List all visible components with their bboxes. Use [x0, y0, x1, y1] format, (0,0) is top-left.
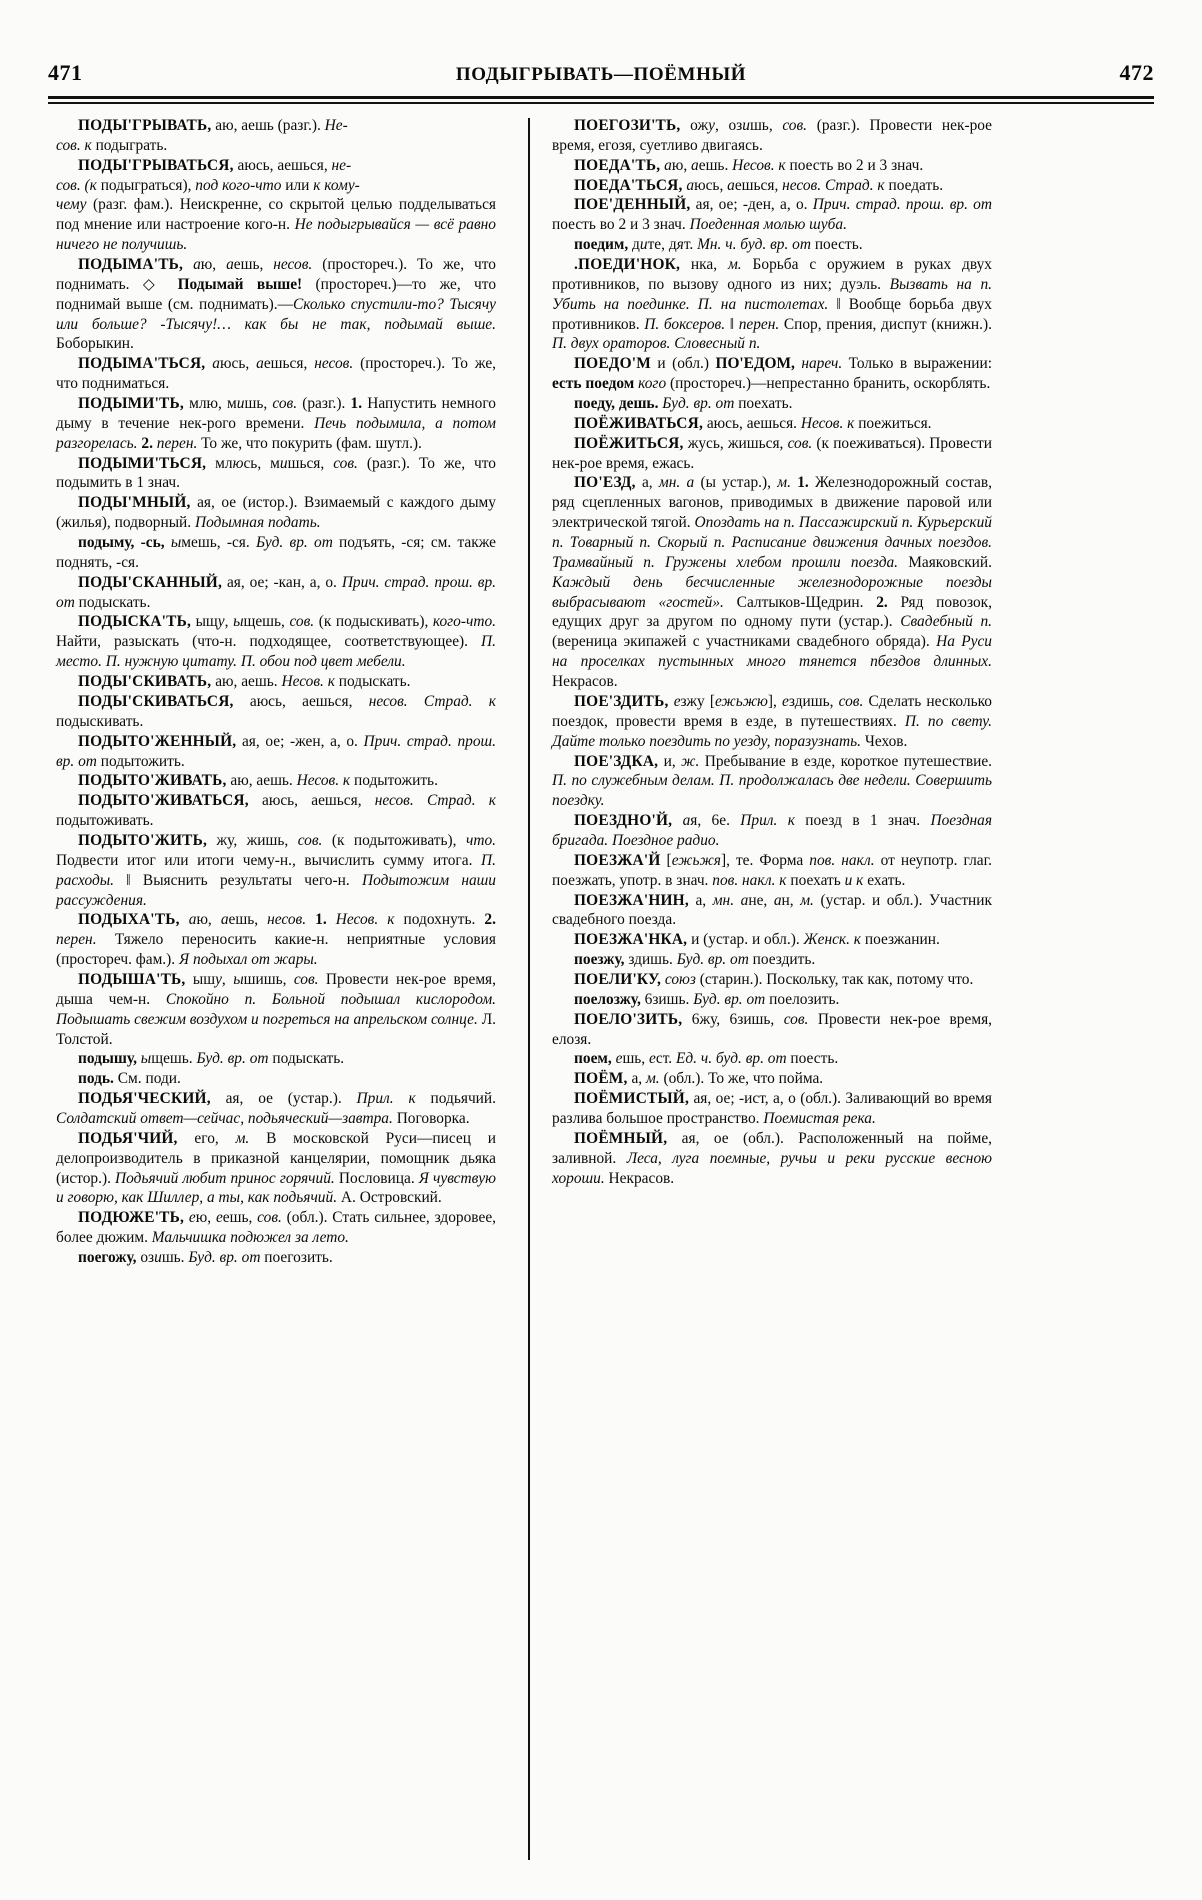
entry-headword: ПОЕ'ЗДИТЬ,	[574, 692, 669, 710]
entry-definition: ыщу, ыщешь, сов. (к подыскивать), кого-что. Найти, разыскать (что-н. подходящее, соответствующее). П. место. П. нужную цитату. П. обои под цвет мебели.	[56, 613, 496, 671]
entry-headword: ПОЕЗЖА'Й	[574, 851, 661, 869]
entry-headword: ПОДЫ'ГРЫВАТЬСЯ,	[78, 156, 234, 174]
dictionary-entry	[56, 255, 496, 354]
dictionary-entry	[56, 454, 496, 494]
entry-definition: и (обл.) ПО'ЕДОМ, нареч. Только в выражении: есть поедом кого (простореч.)—непрестанно бранить, оскорблять.	[552, 355, 992, 393]
entry-definition: ыщешь. Буд. вр. от подыскать.	[140, 1050, 345, 1068]
entry-headword: ПОДЫ'МНЫЙ,	[78, 494, 191, 512]
dictionary-entry	[552, 473, 992, 691]
entry-definition: 6зишь. Буд. вр. от поелозить.	[640, 990, 840, 1008]
entry-headword: подыму, -сь,	[78, 534, 165, 552]
entry-definition: ая, ое (истор.). Взимаемый с каждого дыму (жилья), подворный. Подымная подать.	[56, 494, 496, 532]
entry-headword: ПОЕЗЖА'НКА,	[574, 931, 688, 949]
dictionary-entry	[56, 533, 496, 573]
entry-definition: млю, мишь, сов. (разг.). 1. Напустить немного дыму в течение нек-рого времени. Печь подымила, а потом разгорелась. 2. перен. То же, что покурить (фам. шутл.).	[56, 395, 496, 452]
entry-definition: жусь, жишься, сов. (к поеживаться). Провести нек-рое время, ежась.	[552, 434, 992, 472]
entry-definition: Буд. вр. от поехать.	[662, 395, 793, 413]
entry-definition: ымешь, -ся. Буд. вр. от подъять, -ся; см. также поднять, -ся.	[56, 534, 496, 571]
entry-headword: ПОДЫ'ГРЫВАТЬ,	[78, 117, 212, 134]
entry-definition: здишь. Буд. вр. от поездить.	[624, 951, 816, 969]
entry-definition: аю, аешь (разг.). Не- сов. к подыграть.	[56, 117, 348, 154]
entry-definition: аю, аешь, несов. (простореч.). То же, что поднимать. ◇ Подымай выше! (простореч.)—то же, что поднимай выше (см. поднимать).—Сколько спустили-то? Тысячу или больше? -Тысячу!… как бы не так, подымай выше. Боборыкин.	[56, 256, 497, 353]
entry-headword: ПОДЬЯ'ЧЕСКИЙ,	[78, 1090, 211, 1108]
entry-definition: его, м. В московской Руси—писец и делопроизводитель в приказной канцелярии, помощник дьяка (истор.). Подьячий любит принос горячий. Пословица. Я чувствую и говорю, как Шиллер, а ты, как подьячий. А. Островский.	[56, 1129, 497, 1207]
entry-headword: поем,	[574, 1050, 612, 1068]
entry-headword: ПОДЫТО'ЖИТЬ,	[78, 831, 208, 849]
entry-definition: аюсь, аешься. Несов. к поежиться.	[703, 414, 932, 432]
entry-definition: ая, ое; -ист, а, о (обл.). Заливающий во время разлива большое пространство. Поемистая река.	[552, 1090, 992, 1127]
entry-definition: 6жу, 6зишь, сов. Провести нек-рое время, елозя.	[552, 1010, 992, 1048]
entry-headword: ПОДЫМА'ТЬ,	[78, 256, 184, 274]
dictionary-entry	[56, 354, 496, 394]
entry-definition: а, мн. ане, ан, м. (устар. и обл.). Участник свадебного поезда.	[552, 891, 993, 929]
entry-headword: поедим,	[574, 236, 629, 254]
entry-headword: ПОЕДА'ТЬСЯ,	[574, 176, 683, 194]
entry-headword: ПОДЫМИ'ТЬСЯ,	[78, 454, 207, 472]
entry-headword: ПОДЫМИ'ТЬ,	[78, 395, 184, 413]
dictionary-entry	[552, 195, 992, 235]
running-head-title: ПОДЫГРЫВАТЬ—ПОЁМНЫЙ	[455, 64, 747, 85]
entry-definition: [ежьжя], те. Форма пов. накл. от неупотр. глаг. поезжать, употр. в знач. пов. накл. к поехать и к ехать.	[552, 851, 993, 889]
entry-definition: ая, ое; -кан, а, о. Прич. страд. прош. вр. от подыскать.	[56, 573, 497, 611]
dictionary-entry	[552, 930, 992, 950]
dictionary-entry	[56, 156, 496, 255]
dictionary-entry	[552, 354, 992, 394]
dictionary-entry	[552, 414, 992, 434]
dictionary-entry	[552, 116, 992, 156]
column-divider	[528, 118, 530, 1860]
folio-right: 472	[1119, 60, 1154, 85]
dictionary-entry	[56, 1208, 496, 1248]
entry-headword: ПО'ЕЗД,	[574, 474, 636, 492]
entry-definition: езжу [ежьжю], ездишь, сов. Сделать несколько поездок, провести время в езде, в путешествиях. П. по свету. Дайте только поездить по уезду, поразузнать. Чехов.	[552, 692, 992, 750]
entry-headword: ПОДЫТО'ЖИВАТЬСЯ,	[78, 792, 249, 810]
column-area	[56, 116, 1146, 1860]
entry-definition: дите, дят. Мн. ч. буд. вр. от поесть.	[628, 236, 863, 254]
entry-headword: ПОЁЖИВАТЬСЯ,	[574, 414, 703, 432]
entry-definition: ая, ое (обл.). Расположенный на пойме, заливной. Леса, луга поемные, ручьи и реки русские весною хороши. Некрасов.	[552, 1129, 992, 1187]
entry-definition: а, мн. а (ы устар.), м. 1. Железнодорожный состав, ряд сцепленных вагонов, приводимых в движение паровой или электрической тягой. Опоздать на п. Пассажирский п. Курьерский п. Товарный п. Скорый п. Расписание движения дачных поездов. Трамвайный п. Гружены хлебом прошли поезда. Маяковский. Каждый день бесчисленные железнодорожные поезды выбрасывают «гостей». Салтыков-Щедрин. 2. Ряд повозок, едущих друг за другом по одному пути (устар.). Свадебный п. (вереница экипажей с участниками свадебного обряда). На Руси на проселках пустынных много тянется пбездов длинных. Некрасов.	[552, 474, 993, 691]
entry-headword: ПОДЫСКА'ТЬ,	[78, 613, 192, 631]
entry-definition: озишь. Буд. вр. от поегозить.	[136, 1248, 333, 1266]
dictionary-entry	[552, 692, 992, 752]
entry-headword: ПОДЬЯ'ЧИЙ,	[78, 1129, 178, 1147]
entry-headword: ПОЁМ,	[574, 1070, 628, 1088]
dictionary-entry	[56, 1069, 496, 1089]
dictionary-entry	[552, 235, 992, 255]
entry-headword: ПОДЫ'СКИВАТЬ,	[78, 673, 212, 691]
entry-headword: поезжу,	[574, 951, 625, 969]
entry-definition: ожу, озишь, сов. (разг.). Провести нек-рое время, егозя, суетливо двигаясь.	[552, 117, 992, 154]
entry-headword: ПОЕЗЖА'НИН,	[574, 891, 689, 909]
dictionary-entry	[552, 176, 992, 196]
dictionary-entry	[56, 791, 496, 831]
column-left	[56, 116, 506, 1860]
entry-definition: аюсь, аешься, несов. (простореч.). То же, что подниматься.	[56, 355, 496, 393]
entry-headword: поелозжу,	[574, 990, 641, 1008]
dictionary-entry	[552, 434, 992, 474]
dictionary-entry	[552, 950, 992, 970]
entry-definition: союз (старин.). Поскольку, так как, потому что.	[664, 970, 974, 988]
entry-headword: ПОЕ'ДЕННЫЙ,	[574, 196, 691, 214]
dictionary-entry	[56, 573, 496, 613]
dictionary-entry	[552, 1089, 992, 1129]
dictionary-entry	[552, 1129, 992, 1189]
entry-headword: ПОДЫХА'ТЬ,	[78, 911, 180, 929]
entry-definition: ешь, ест. Ед. ч. буд. вр. от поесть.	[615, 1050, 839, 1068]
entry-headword: ПОЕДА'ТЬ,	[574, 156, 661, 174]
dictionary-entry	[552, 811, 992, 851]
entry-definition: ая, 6е. Прил. к поезд в 1 знач. Поездная бригада. Поездное радио.	[552, 812, 992, 849]
entry-definition: аю, аешь. Несов. к подыскать.	[211, 673, 411, 691]
dictionary-entry	[56, 771, 496, 791]
entry-definition: а, м. (обл.). То же, что пойма.	[627, 1070, 824, 1088]
dictionary-entry	[552, 1069, 992, 1089]
dictionary-entry	[552, 970, 992, 990]
entry-headword: ПОДЫША'ТЬ,	[78, 970, 186, 988]
dictionary-entry	[56, 1129, 496, 1208]
entry-headword: ПОЕГОЗИ'ТЬ,	[574, 117, 681, 134]
entry-headword: ПОЁМНЫЙ,	[574, 1129, 668, 1147]
entry-definition: и, ж. Пребывание в езде, короткое путешествие. П. по служебным делам. П. продолжалась две недели. Совершить поездку.	[552, 752, 993, 810]
dictionary-entry	[56, 732, 496, 772]
dictionary-entry	[56, 910, 496, 970]
dictionary-entry	[552, 394, 992, 414]
entry-definition: ею, еешь, сов. (обл.). Стать сильнее, здоровее, более дюжим. Мальчишка подюжел за лето.	[56, 1209, 496, 1247]
dictionary-entry	[552, 1049, 992, 1069]
entry-headword: ПОЕЛИ'КУ,	[574, 970, 662, 988]
entry-headword: ПОДЫ'СКАННЫЙ,	[78, 573, 223, 591]
entry-headword: ПОДЫМА'ТЬСЯ,	[78, 355, 206, 373]
entry-headword: поеду, дешь.	[574, 395, 659, 413]
dictionary-entry	[56, 1089, 496, 1129]
dictionary-entry	[56, 672, 496, 692]
dictionary-entry	[56, 831, 496, 910]
entry-definition: ая, ое (устар.). Прил. к подьячий. Солдатский ответ—сейчас, подьяческий—завтра. Поговорка.	[56, 1090, 496, 1127]
entry-headword: ПОЁМИСТЫЙ,	[574, 1090, 690, 1108]
entry-headword: ПОЕ'ЗДКА,	[574, 752, 659, 770]
entry-headword: ПОЕДО'М	[574, 355, 651, 373]
entry-definition: аю, аешь, несов. 1. Несов. к подохнуть. 2. перен. Тяжело переносить какие-н. неприятные условия (простореч. фам.). Я подыхал от жары.	[56, 911, 496, 969]
dictionary-entry	[552, 156, 992, 176]
header-rule-thin	[48, 102, 1154, 104]
entry-headword: ПОДЫТО'ЖИВАТЬ,	[78, 772, 227, 790]
entry-headword: поегожу,	[78, 1248, 137, 1266]
dictionary-entry	[56, 692, 496, 732]
entry-headword: ПОЕЛО'ЗИТЬ,	[574, 1010, 683, 1028]
dictionary-entry	[56, 1049, 496, 1069]
entry-definition: аю, аешь. Несов. к подытожить.	[226, 772, 438, 790]
dictionary-entry	[56, 116, 496, 156]
running-head-bar	[48, 60, 1154, 90]
entry-headword: ПОЁЖИТЬСЯ,	[574, 434, 684, 452]
column-right	[552, 116, 992, 1860]
entry-headword: ПОЕЗДНО'Й,	[574, 812, 673, 830]
entry-definition: ая, ое; -ден, а, о. Прич. страд. прош. вр. от поесть во 2 и 3 знач. Поеденная молью шуба.	[552, 196, 992, 234]
entry-definition: жу, жишь, сов. (к подытоживать), что. Подвести итог или итоги чему-н., вычислить сумму итога. П. расходы. ‖ Выяснить результаты чего-н. Подытожим наши рассуждения.	[56, 831, 496, 909]
folio-left: 471	[48, 60, 83, 85]
entry-headword: ПОДЮЖЕ'ТЬ,	[78, 1209, 185, 1227]
header-rule	[48, 96, 1154, 104]
dictionary-entry	[56, 612, 496, 672]
dictionary-entry	[56, 493, 496, 533]
entry-definition: и (устар. и обл.). Женск. к поезжанин.	[687, 931, 940, 949]
entry-headword: подышу,	[78, 1050, 137, 1068]
entry-headword: подь.	[78, 1070, 114, 1088]
dictionary-entry	[56, 1248, 496, 1268]
entry-definition: См. поди.	[113, 1070, 181, 1088]
dictionary-entry	[552, 1010, 992, 1050]
entry-definition: аюсь, аешься, не- сов. (к подыграться), под кого-что или к кому- чему (разг. фам.). Неискренне, со скрытой целью подделываться под мнение или настроение кого-н. Не подыгрывайся — всё равно ничего не получишь.	[56, 156, 496, 254]
entry-definition: ышу, ышишь, сов. Провести нек-рое время, дыша чем-н. Спокойно п. Больной подышал кислородом. Подышать свежим воздухом и погреться на апрельском солнце. Л. Толстой.	[56, 970, 497, 1048]
entry-headword: .ПОЕДИ'НОК,	[574, 256, 681, 274]
dictionary-entry	[56, 394, 496, 454]
entry-definition: млюсь, мишься, сов. (разг.). То же, что подымить в 1 знач.	[56, 454, 496, 492]
entry-definition: аюсь, аешься, несов. Страд. к подыскивать.	[56, 692, 496, 730]
dictionary-entry	[552, 990, 992, 1010]
entry-definition: аюсь, аешься, несов. Страд. к подытоживать.	[56, 792, 496, 830]
dictionary-entry	[552, 255, 992, 354]
dictionary-entry	[552, 752, 992, 812]
entry-definition: нка, м. Борьба с оружием в руках двух противников, по вызову одного из них; дуэль. Вызвать на п. Убить на поединке. П. на пистолетах. ‖ Вообще борьба двух противников. П. боксеров. ‖ перен. Спор, прения, диспут (книжн.). П. двух ораторов. Словесный п.	[552, 256, 993, 353]
entry-definition: аюсь, аешься, несов. Страд. к поедать.	[686, 176, 944, 194]
dictionary-entry	[56, 970, 496, 1049]
dictionary-entry	[552, 851, 992, 891]
entry-definition: ая, ое; -жен, а, о. Прич. страд. прош. вр. от подытожить.	[56, 732, 496, 770]
dictionary-entry	[552, 891, 992, 931]
entry-headword: ПОДЫ'СКИВАТЬСЯ,	[78, 692, 234, 710]
entry-definition: аю, аешь. Несов. к поесть во 2 и 3 знач.	[664, 156, 924, 174]
entry-headword: ПОДЫТО'ЖЕННЫЙ,	[78, 732, 237, 750]
